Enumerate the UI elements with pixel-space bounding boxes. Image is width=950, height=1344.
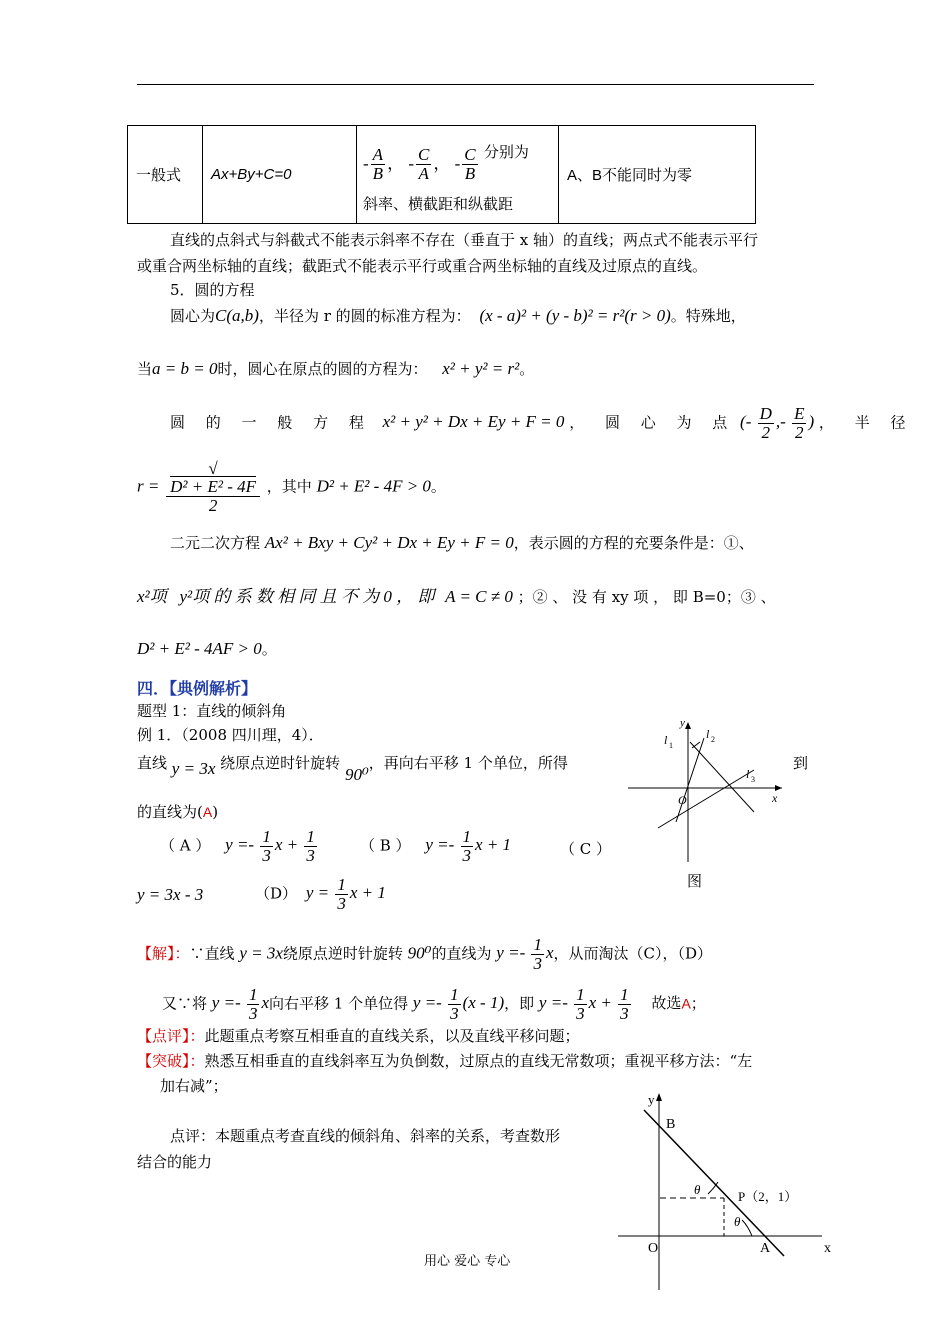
circle-origin-eq: 当a = b = 0时，圆心在原点的圆的方程为： x² + y² = r²。 (137, 359, 535, 378)
form-name: 一般式 (128, 126, 203, 224)
fig1-origin: O (678, 793, 687, 807)
note-line-2: 或重合两坐标轴的直线；截距式不能表示平行或重合两坐标轴的直线及过原点的直线。 (137, 257, 708, 275)
question-line: 直线 y = 3x 绕原点逆时针旋转 90⁰，再向右平移 1 个单位，所得 (137, 754, 568, 784)
header-rule (137, 84, 814, 85)
review-line: 【点评】：此题重点考察互相垂直的直线关系，以及直线平移问题； (137, 1027, 580, 1045)
fig2-x-label: x (824, 1241, 831, 1256)
question-line-2: 的直线为(A) (137, 803, 219, 821)
section5-title: 5．圆的方程 (170, 281, 255, 299)
example-title: 例 1．（2008 四川理，4）． (137, 726, 324, 744)
second-degree-eq: 二元二次方程 Ax² + Bxy + Cy² + Dx + Ey + F = 0，表示圆的方程的充要条件是：①、 (170, 533, 754, 552)
fig2-point-a: A (760, 1241, 771, 1256)
circle-standard-eq: 圆心为C(a,b)，半径为 r 的圆的标准方程为： (x - a)² + (y - b)² = r²(r > 0)。特殊地， (170, 306, 746, 325)
comment-line-1: 点评：本题重点考查直线的倾斜角、斜率的关系，考查数形 (170, 1127, 561, 1145)
breakthrough-line-2: 加右减”； (160, 1077, 228, 1095)
note-line-1: 直线的点斜式与斜截式不能表示斜率不存在（垂直于 x 轴）的直线；两点式不能表示平行 (170, 231, 758, 249)
option-c: y = 3x - 3 (137, 885, 204, 904)
svg-text:2: 2 (711, 735, 715, 744)
fig1-l2: l (706, 727, 710, 741)
circle-radius: r = √ D² + E² - 4F 2 ，其中 D² + E² - 4F > 0。 (137, 459, 446, 515)
svg-text:3: 3 (751, 775, 755, 784)
lines-figure (622, 716, 802, 866)
type1-title: 题型 1：直线的倾斜角 (137, 702, 287, 720)
breakthrough-line: 【突破】：熟悉互相垂直的直线斜率互为负倒数，过原点的直线无常数项；重视平移方法：“左 (137, 1052, 753, 1070)
figure-caption: 图 (687, 872, 703, 890)
fig2-y-label: y (648, 1092, 655, 1107)
slope-figure (612, 1088, 842, 1293)
option-a: （ A ） y =- $\frac{1}{3}$ x + $\frac{1}{3}$ (160, 827, 315, 865)
condition-line: x²项 y²项 的 系 数 相 同 且 不 为 0 ， 即 A = C ≠ 0 ；② 、 没 有 xy 项 ， 即 B=0；③ 、 (137, 587, 776, 606)
comment-line-2: 结合的能力 (137, 1153, 213, 1171)
option-c-label: （ C ） (560, 840, 612, 858)
svg-text:1: 1 (669, 741, 673, 750)
fig2-origin: O (648, 1241, 659, 1256)
condition-3: D² + E² - 4AF > 0。 (137, 639, 277, 658)
solution-line-2: 又∵将 y =- $\frac{1}{3}$ x向右平移 1 个单位得 y =- $\frac{1}{3}$ (x - 1)，即 y =- $\frac{1}{3}$ x + $\frac{1}{3}$ 故选A； (162, 985, 706, 1023)
option-d: （D） y = $\frac{1}{3}$ x + 1 (255, 875, 386, 913)
footer: 用心 爱心 专心 (424, 1254, 511, 1269)
section4-heading: 四．【典例解析】 (137, 679, 258, 698)
fig1-l1: l (664, 733, 668, 747)
fig2-point-p: P（2，1） (738, 1189, 798, 1204)
form-condition: A、B不能同时为零 (559, 126, 756, 224)
fig1-x-label: x (772, 791, 778, 805)
fig1-l3: l (746, 767, 750, 781)
circle-general-eq: 圆 的 一 般 方 程 x² + y² + Dx + Ey + F = 0 ， 圆 心 为 点 (- $\frac{D}{2}$ ,- $\frac{E}{2}$ ) ， 半 径 (170, 404, 914, 442)
fig2-theta-2: θ (734, 1214, 741, 1229)
question-tail: 到 (793, 754, 809, 772)
table-row (128, 126, 756, 224)
option-b: （ B ） y =- $\frac{1}{3}$ x + 1 (360, 827, 512, 865)
fig2-point-b: B (666, 1117, 676, 1132)
form-meaning: - $\frac{A}{B}$ ， - $\frac{C}{A}$ ， - $\frac{C}{B}$ 分别为 斜率、横截距和纵截距 (357, 126, 559, 224)
form-formula: Ax+By+C=0 (211, 166, 292, 183)
line-forms-table (127, 125, 756, 224)
solution-line-1: 【解】：∵直线 y = 3x绕原点逆时针旋转 90⁰的直线为 y =- $\frac{1}{3}$ x，从而淘汰（C），（D） (137, 935, 713, 973)
fig2-theta-1: θ (694, 1182, 701, 1197)
fig1-y-label: y (680, 717, 685, 729)
